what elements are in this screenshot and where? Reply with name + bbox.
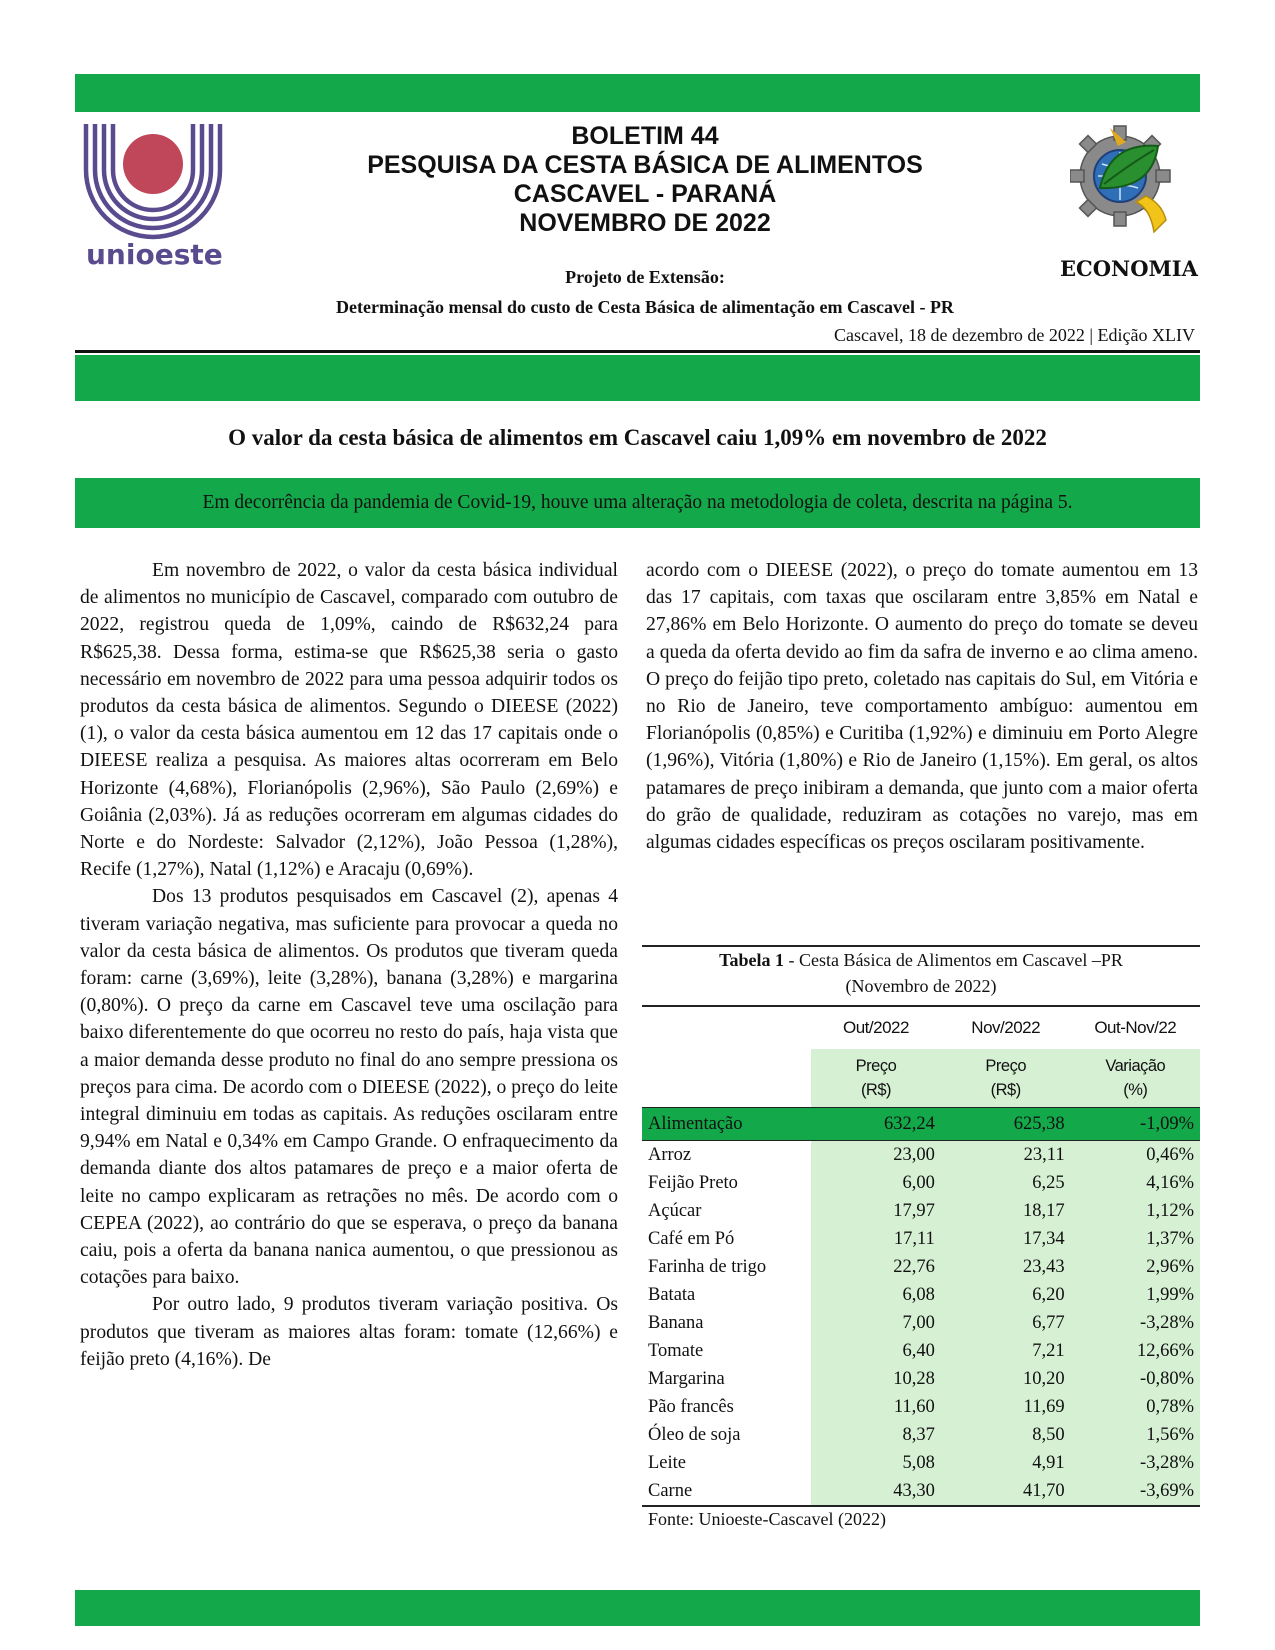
- headline: O valor da cesta básica de alimentos em Cascavel caiu 1,09% em novembro de 2022: [228, 425, 1047, 450]
- gear-leaf-icon: [1070, 124, 1180, 239]
- cell-nov: 23,11: [941, 1141, 1071, 1170]
- cell-nov: 23,43: [941, 1253, 1071, 1281]
- col-header: Out-Nov/22: [1094, 1018, 1177, 1037]
- cell-nov: 17,34: [941, 1225, 1071, 1253]
- cell-var: -3,28%: [1071, 1449, 1200, 1477]
- body-column-right: [646, 557, 1198, 856]
- price-table-grid: [642, 1005, 1200, 1507]
- col-subheader: Variação (%): [1071, 1049, 1200, 1108]
- cell-nov: 11,69: [941, 1393, 1071, 1421]
- cell-oct: 7,00: [811, 1309, 941, 1337]
- col-subheader: Preço (R$): [811, 1049, 941, 1108]
- body-column-left: [80, 557, 618, 1373]
- cell-var: -3,69%: [1071, 1477, 1200, 1506]
- unioeste-logo-text: unioeste: [86, 238, 223, 271]
- table-row: [642, 1477, 1200, 1506]
- cell-var: -1,09%: [1071, 1108, 1200, 1141]
- cell-var: -3,28%: [1071, 1309, 1200, 1337]
- table-caption-line2: (Novembro de 2022): [845, 976, 997, 996]
- table-source: Fonte: Unioeste-Cascavel (2022): [648, 1509, 886, 1529]
- cell-var: 12,66%: [1071, 1337, 1200, 1365]
- cell-oct: 22,76: [811, 1253, 941, 1281]
- cell-var: 4,16%: [1071, 1169, 1200, 1197]
- cell-var: 1,12%: [1071, 1197, 1200, 1225]
- edition-date: Cascavel, 18 de dezembro de 2022 | Edição XLIV: [834, 325, 1195, 345]
- row-label: Leite: [648, 1452, 687, 1473]
- cell-var: 0,78%: [1071, 1393, 1200, 1421]
- row-label: Farinha de trigo: [648, 1256, 767, 1277]
- body-paragraph: Em novembro de 2022, o valor da cesta básica individual de alimentos no município de Cascavel, comparado com outubro de 2022, registrou queda de 1,09%, caindo de R$632,24 para R$625,38. Dessa forma, estima-se que R$625,38 seria o gasto necessário em novembro de 2022 para uma pessoa adquirir todos os produtos da cesta básica de alimentos. Segundo o DIEESE (2022)(1), o valor da cesta básica aumentou em 12 das 17 capitais onde o DIEESE realiza a pesquisa. As maiores altas ocorreram em Belo Horizonte (4,68%), Florianópolis (2,96%), São Paulo (2,69%) e Goiânia (2,03%). Já as reduções ocorreram em algumas cidades do Norte e do Nordeste: Salvador (2,12%), João Pessoa (1,28%), Recife (1,27%), Natal (1,12%) e Aracaju (0,69%).: [80, 560, 618, 881]
- row-label: Óleo de soja: [648, 1424, 741, 1445]
- cell-var: -0,80%: [1071, 1365, 1200, 1393]
- cell-oct: 17,97: [811, 1197, 941, 1225]
- cell-nov: 6,25: [941, 1169, 1071, 1197]
- row-label: Banana: [648, 1312, 704, 1333]
- cell-oct: 632,24: [811, 1108, 941, 1141]
- row-label: Feijão Preto: [648, 1172, 738, 1193]
- cell-nov: 6,77: [941, 1309, 1071, 1337]
- table-row: [642, 1393, 1200, 1421]
- title-line: NOVEMBRO DE 2022: [519, 209, 771, 237]
- body-paragraph: Dos 13 produtos pesquisados em Cascavel (2), apenas 4 tiveram variação negativa, mas suficiente para provocar a queda no valor da cesta básica de alimentos. Os produtos que tiveram queda foram: carne (3,69%), leite (3,28%), banana (3,28%) e margarina (0,80%). O preço da carne em Cascavel teve uma oscilação para baixo diferentemente do que ocorreu no resto do país, haja vista que a maior demanda desse produto no final do ano sempre pressiona os preços para cima. De acordo com o DIEESE (2022), o preço do leite integral diminuiu em todas as capitais. As reduções oscilaram entre 9,94% em Natal e 0,34% em Campo Grande. O enfraquecimento da demanda diante dos altos patamares de preço e a maior oferta de leite no campo explicaram as retrações no mês. De acordo com o CEPEA (2022), ao contrário do que se esperava, o preço da banana caiu, pois a oferta da banana nanica aumentou, o que pressionou as cotações para baixo.: [80, 886, 618, 1289]
- table-unit-header: [642, 1049, 1200, 1108]
- cell-nov: 8,50: [941, 1421, 1071, 1449]
- table-caption-number: Tabela 1: [719, 950, 784, 970]
- project-name: Determinação mensal do custo de Cesta Básica de alimentação em Cascavel - PR: [336, 297, 954, 317]
- cell-oct: 43,30: [811, 1477, 941, 1506]
- table-body: [642, 1141, 1200, 1507]
- table-row: [642, 1337, 1200, 1365]
- project-label: Projeto de Extensão:: [565, 267, 725, 287]
- cell-nov: 41,70: [941, 1477, 1071, 1506]
- col-subheader: Preço (R$): [941, 1049, 1071, 1108]
- cell-nov: 625,38: [941, 1108, 1071, 1141]
- body-paragraph: acordo com o DIEESE (2022), o preço do tomate aumentou em 13 das 17 capitais, com taxas que oscilaram entre 3,85% em Natal e 27,86% em Belo Horizonte. O aumento do preço do tomate se deveu a queda da oferta devido ao fim da safra de inverno e ao clima ameno. O preço do feijão tipo preto, coletado nas capitais do Sul, em Vitória e no Rio de Janeiro, teve comportamento ambíguo: aumentou em Florianópolis (0,85%) e Curitiba (1,92%) e diminuiu em Porto Alegre (1,96%), Vitória (1,80%) e Rio de Janeiro (1,15%). Em geral, os altos patamares de preço inibiram a demanda, que junto com a maior oferta do grão de qualidade, reduziram as cotações no varejo, mas em algumas cidades específicas os preços oscilaram positivamente.: [646, 560, 1198, 854]
- cell-oct: 23,00: [811, 1141, 941, 1170]
- row-label: Batata: [648, 1284, 696, 1305]
- cell-oct: 5,08: [811, 1449, 941, 1477]
- col-header: Out/2022: [843, 1018, 909, 1037]
- row-label: Açúcar: [648, 1200, 702, 1221]
- table-total-row: [642, 1108, 1200, 1141]
- cell-var: 1,56%: [1071, 1421, 1200, 1449]
- cell-var: 1,37%: [1071, 1225, 1200, 1253]
- row-label: Arroz: [648, 1144, 692, 1165]
- title-line: CASCAVEL - PARANÁ: [513, 180, 777, 208]
- cell-nov: 4,91: [941, 1449, 1071, 1477]
- header-green-bar: [75, 355, 1200, 401]
- cell-nov: 6,20: [941, 1281, 1071, 1309]
- table-row: [642, 1225, 1200, 1253]
- cell-oct: 17,11: [811, 1225, 941, 1253]
- methodology-notice: [75, 478, 1200, 528]
- table-row: [642, 1197, 1200, 1225]
- cell-oct: 8,37: [811, 1421, 941, 1449]
- table-row: [642, 1169, 1200, 1197]
- table-row: [642, 1365, 1200, 1393]
- col-header: Nov/2022: [971, 1018, 1041, 1037]
- table-row: [642, 1449, 1200, 1477]
- header-divider: [75, 350, 1200, 353]
- row-label: Margarina: [648, 1368, 725, 1389]
- cell-oct: 10,28: [811, 1365, 941, 1393]
- top-green-bar: [75, 74, 1200, 112]
- bulletin-title: [300, 122, 990, 238]
- cell-oct: 6,08: [811, 1281, 941, 1309]
- unioeste-logo: [78, 122, 228, 272]
- cell-oct: 6,00: [811, 1169, 941, 1197]
- cell-nov: 10,20: [941, 1365, 1071, 1393]
- title-line: BOLETIM 44: [571, 122, 719, 150]
- table-caption-text: - Cesta Básica de Alimentos em Cascavel –PR: [783, 950, 1123, 970]
- table-period-header: [642, 1006, 1200, 1049]
- table-caption: [642, 945, 1200, 1005]
- title-line: PESQUISA DA CESTA BÁSICA DE ALIMENTOS: [367, 151, 923, 179]
- cell-var: 1,99%: [1071, 1281, 1200, 1309]
- table-row: [642, 1421, 1200, 1449]
- economia-logo: [1070, 124, 1180, 239]
- table-row: [642, 1141, 1200, 1170]
- row-label: Alimentação: [642, 1108, 811, 1141]
- row-label: Café em Pó: [648, 1228, 735, 1249]
- table-row: [642, 1253, 1200, 1281]
- body-paragraph: Por outro lado, 9 produtos tiveram variação positiva. Os produtos que tiveram as maiores altas foram: tomate (12,66%) e feijão preto (4,16%). De: [80, 1294, 618, 1370]
- project-info: [200, 262, 1090, 322]
- row-label: Tomate: [648, 1340, 704, 1361]
- cell-var: 0,46%: [1071, 1141, 1200, 1170]
- cell-nov: 18,17: [941, 1197, 1071, 1225]
- cell-var: 2,96%: [1071, 1253, 1200, 1281]
- cell-oct: 6,40: [811, 1337, 941, 1365]
- row-label: Pão francês: [648, 1396, 734, 1417]
- price-table: [642, 945, 1200, 1530]
- table-row: [642, 1309, 1200, 1337]
- economia-label: ECONOMIA: [1060, 256, 1198, 281]
- row-label: Carne: [642, 1477, 811, 1506]
- unioeste-emblem-icon: [78, 122, 228, 240]
- notice-text: Em decorrência da pandemia de Covid-19, houve uma alteração na metodologia de coleta, descrita na página 5.: [202, 492, 1073, 513]
- cell-nov: 7,21: [941, 1337, 1071, 1365]
- table-row: [642, 1281, 1200, 1309]
- footer-green-bar: [75, 1590, 1200, 1626]
- cell-oct: 11,60: [811, 1393, 941, 1421]
